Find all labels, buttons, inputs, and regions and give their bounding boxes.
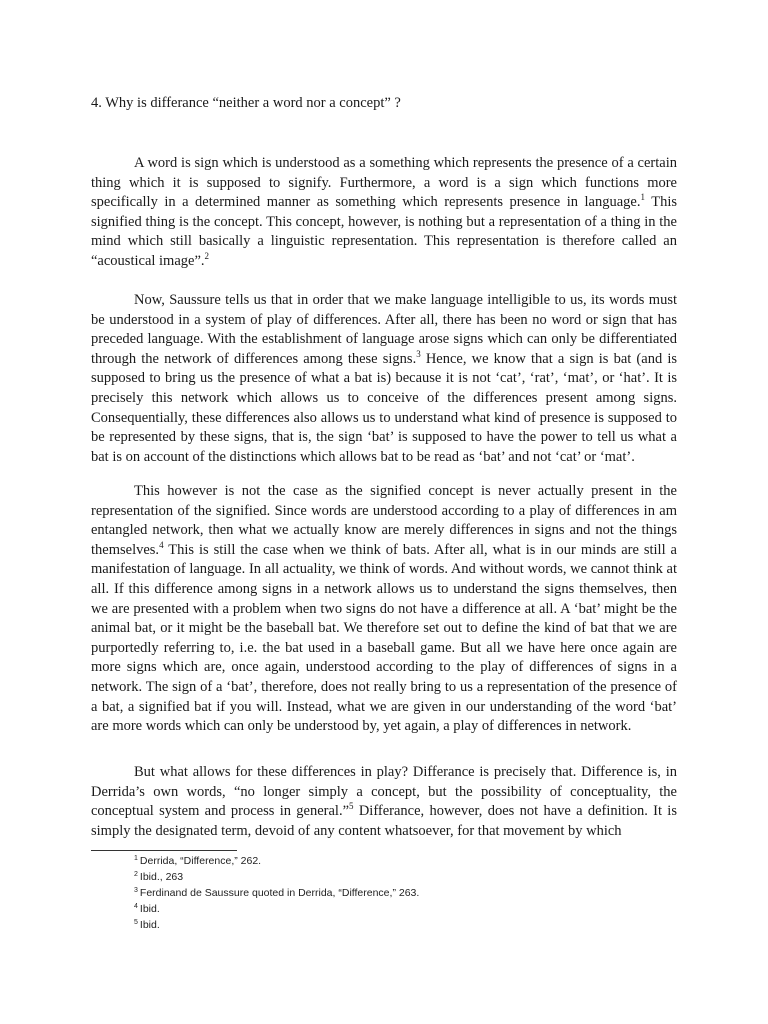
text-run: This however is not the case as the signified concept is never actually present in the representation of the signified. Since words are understood according to a play of differences in am entangled network, then what we actually know are merely differences in signs and not the things themselves. xyxy=(91,483,677,558)
footnote-1 xyxy=(134,853,674,869)
footnote-reference: 3 xyxy=(416,348,421,359)
paragraph-3 xyxy=(91,482,677,737)
footnote-number: 2 xyxy=(134,870,138,878)
text-run: Differance, however, does not have a definition. It is simply the designated term, devoid of any content whatsoever, for that movement by which xyxy=(91,803,677,839)
footnote-2 xyxy=(134,869,674,885)
footnote-text: Derrida, “Difference,” 262. xyxy=(139,855,262,867)
text-run: But what allows for these differences in play? Differance is precisely that. Difference is, in Derrida’s own words, “no longer simply a concept, but the possibility of conceptuality, the conceptual system and process in general.” xyxy=(91,764,677,820)
footnote-separator xyxy=(91,850,237,851)
footnote-number: 1 xyxy=(134,854,138,862)
paragraph-1 xyxy=(91,154,677,272)
footnote-3 xyxy=(134,885,674,901)
text-run: This signified thing is the concept. This concept, however, is nothing but a representation of a thing in the mind which still basically a linguistic representation. This representation is therefore called an “acoustical image”. xyxy=(91,194,677,269)
paragraph-4 xyxy=(91,763,677,841)
footnote-4 xyxy=(134,901,674,917)
footnote-number: 3 xyxy=(134,886,138,894)
footnote-reference: 2 xyxy=(204,251,210,262)
text-run: Now, Saussure tells us that in order that we make language intelligible to us, its words must be understood in a system of play of differences. After all, there has been no word or sign that has preceded language. With the establishment of language arose signs which can only be differentiated through the network of differences among these signs. xyxy=(91,292,677,367)
footnote-text: Ibid. xyxy=(139,903,160,915)
text-run: This is still the case when we think of bats. After all, what is in our minds are still a manifestation of language. In all actuality, we think of words. And without words, we cannot think at all. If this difference among signs in a network allows us to understand the signs themselves, then we are presented with a problem when two signs do not have a difference at all. A ‘bat’ might be the animal bat, or it might be the baseball bat. We therefore set out to define the kind of bat that we are purportedly referring to, i.e. the bat used in a baseball game. But all we have here once again are more signs which are, once again, understood according to the play of differences of signs in a network. The sign of a ‘bat’, therefore, does not really bring to us a representation of the presence of a bat, a signified bat if you will. Instead, what we are given in our understanding of the word ‘bat’ are more words which can only be understood by, yet again, a play of differences in network. xyxy=(91,541,677,735)
footnote-reference: 4 xyxy=(159,539,164,550)
footnote-reference: 5 xyxy=(349,801,354,812)
footnote-reference: 1 xyxy=(640,192,645,203)
footnote-number: 4 xyxy=(134,902,138,910)
footnote-5 xyxy=(134,917,674,933)
footnote-text: Ibid., 263 xyxy=(139,871,184,883)
footnotes xyxy=(134,853,674,933)
text-run: Hence, we know that a sign is bat (and is supposed to bring us the presence of what a bat is) because it is not ‘cat’, ‘rat’, ‘mat’, or ‘hat’. It is precisely this network which allows us to conceive of the differences present among signs. Consequentially, these differences also allows us to understand what kind of presence is supposed to be represented by these signs, that is, the sign ‘bat’ is supposed to have the power to tell us what a bat is on account of the distinctions which allows bat to be read as ‘bat’ and not ‘cat’ or ‘mat’. xyxy=(91,350,677,465)
footnote-number: 5 xyxy=(134,918,138,926)
paragraph-2 xyxy=(91,291,677,467)
footnote-text: Ferdinand de Saussure quoted in Derrida, “Difference,” 263. xyxy=(139,887,420,899)
text-run: A word is sign which is understood as a something which represents the presence of a certain thing which it is supposed to signify. Furthermore, a word is a sign which functions more specifically in a determined manner as something which represents presence in language. xyxy=(91,155,677,211)
question-heading: 4. Why is differance “neither a word nor a concept” ? xyxy=(91,95,401,111)
footnote-text: Ibid. xyxy=(139,919,160,931)
